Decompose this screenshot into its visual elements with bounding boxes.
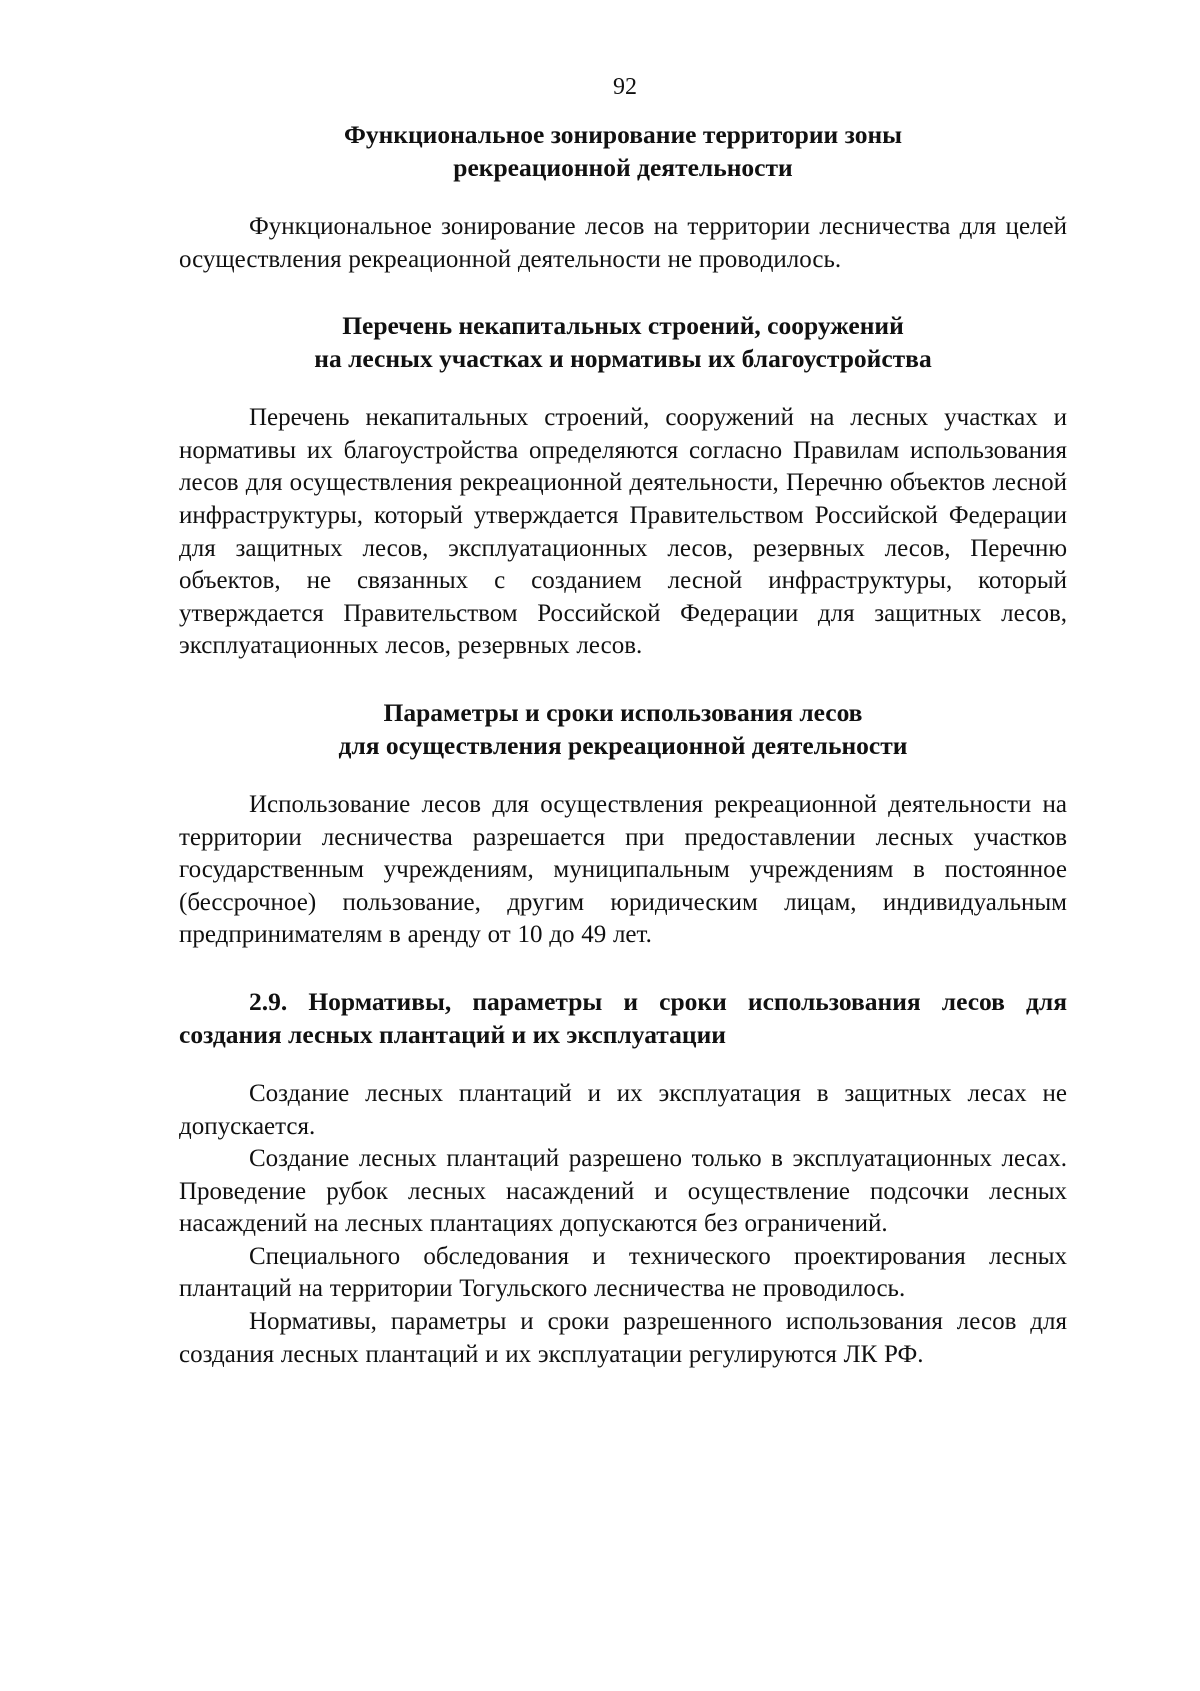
section-heading-zoning <box>179 118 1067 184</box>
paragraph-structures: Перечень некапитальных строений, сооружений на лесных участках и нормативы их благоустройства определяются согласно Правилам использования лесов для осуществления рекреационной деятельности, Перечню объектов лесной инфраструктуры, который утверждается Правительством Российской Федерации для защитных лесов, эксплуатационных лесов, резервных лесов, Перечню объектов, не связанных с созданием лесной инфраструктуры, который утверждается Правительством Российской Федерации для защитных лесов, эксплуатационных лесов, резервных лесов. <box>179 404 1067 660</box>
heading-line: для осуществления рекреационной деятельности <box>338 730 908 760</box>
section-heading-parameters <box>179 696 1067 762</box>
page-number: 92 <box>613 74 637 100</box>
paragraph-parameters: Использование лесов для осуществления рекреационной деятельности на территории лесничества разрешается при предоставлении лесных участков государственным учреждениям, муниципальным учреждениям в постоянное (бессрочное) пользование, другим юридическим лицам, индивидуальным предпринимателям в аренду от 10 до 49 лет. <box>179 790 1067 949</box>
paragraph-plantations-4: Нормативы, параметры и сроки разрешенного использования лесов для создания лесных плантаций и их эксплуатации регулируются ЛК РФ. <box>179 1308 1067 1368</box>
section-heading-plantations: 2.9. Нормативы, параметры и сроки использования лесов для создания лесных плантаций и их эксплуатации <box>179 986 1067 1049</box>
heading-line: Функциональное зонирование территории зоны <box>343 120 903 149</box>
page-content <box>179 118 1067 1371</box>
heading-line: Перечень некапитальных строений, сооружений <box>342 311 904 341</box>
heading-line: на лесных участках и нормативы их благоустройства <box>314 344 932 374</box>
heading-line: Параметры и сроки использования лесов <box>383 697 863 727</box>
paragraph-plantations-2: Создание лесных плантаций разрешено только в эксплуатационных лесах. Проведение рубок лесных насаждений и осуществление подсочки лесных насаждений на лесных плантациях допускаются без ограничений. <box>179 1145 1067 1238</box>
section-heading-structures <box>179 309 1067 375</box>
heading-line: рекреационной деятельности <box>453 153 793 182</box>
paragraph-plantations-3: Специального обследования и технического проектирования лесных плантаций на территории Тогульского лесничества не проводилось. <box>179 1242 1067 1303</box>
paragraph-zoning: Функциональное зонирование лесов на территории лесничества для целей осуществления рекреационной деятельности не проводилось. <box>179 213 1067 273</box>
paragraph-plantations-1: Создание лесных плантаций и их эксплуатация в защитных лесах не допускается. <box>179 1079 1067 1140</box>
